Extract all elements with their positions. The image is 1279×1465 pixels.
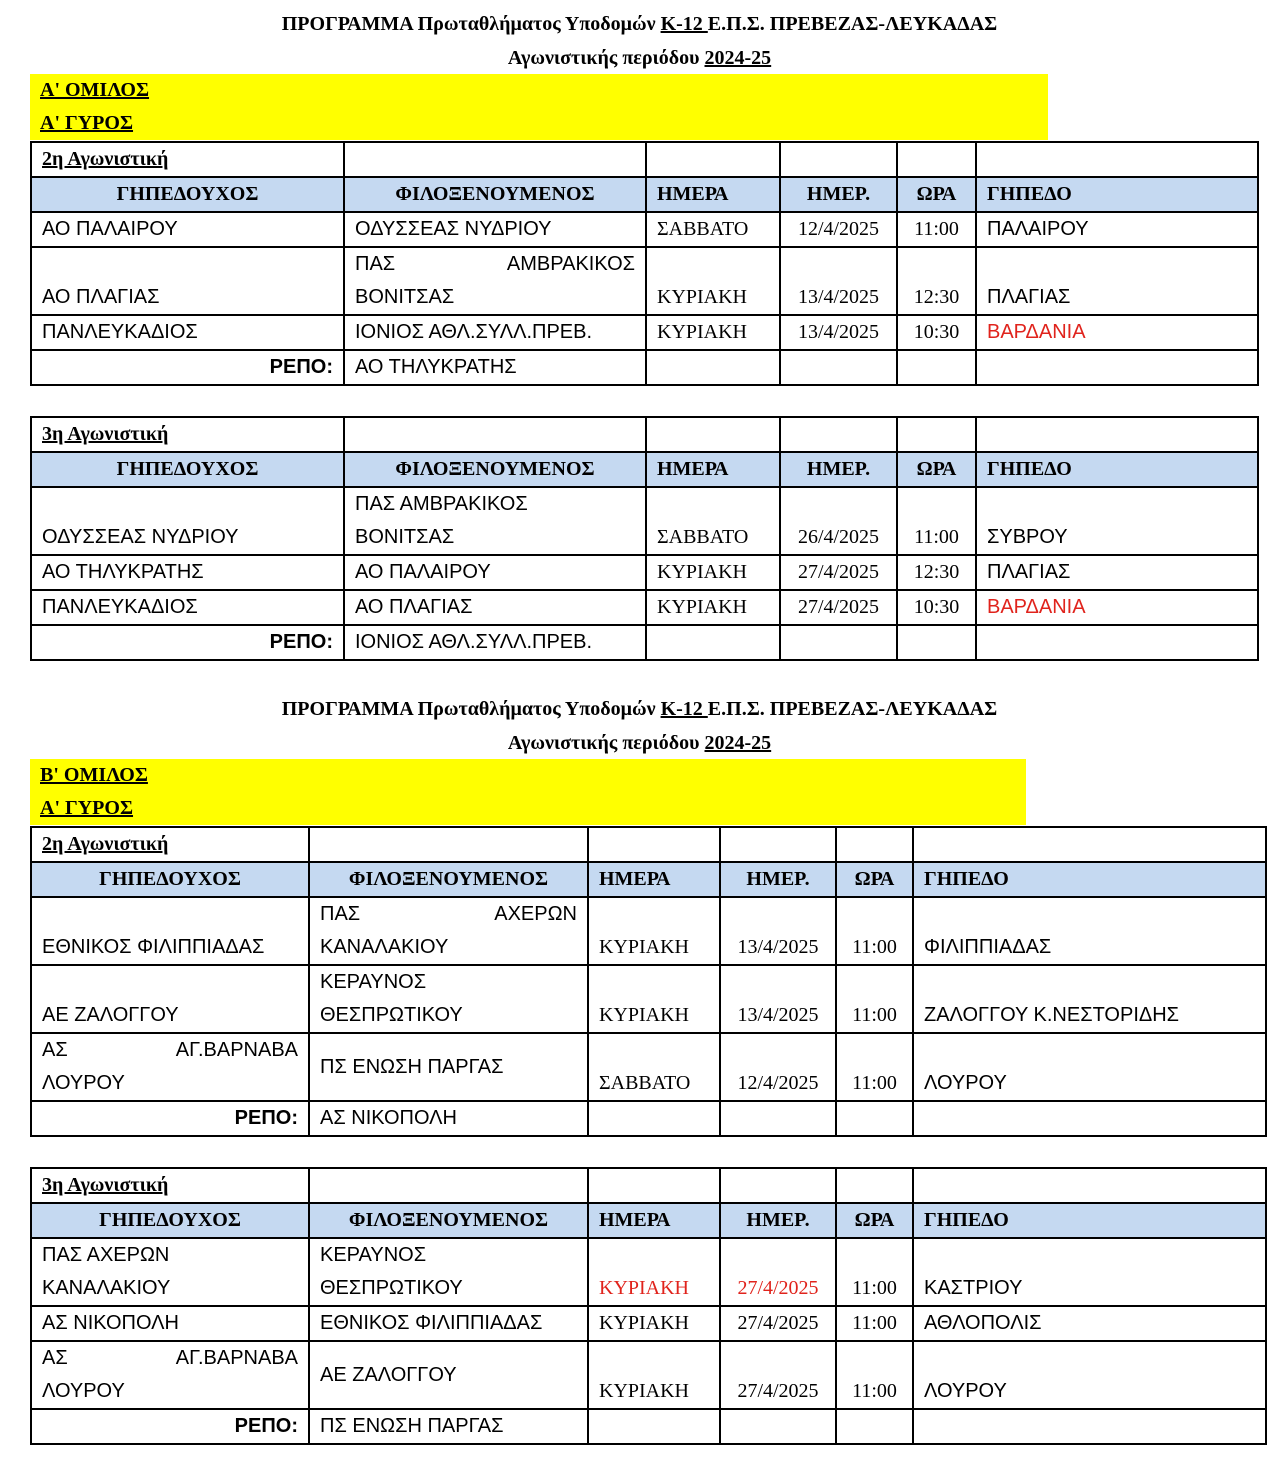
home-team: ΑΟ ΠΛΑΓΙΑΣ	[31, 247, 344, 315]
match-time: 11:00	[897, 487, 976, 555]
table-row	[31, 487, 1258, 555]
home-team	[31, 1033, 309, 1101]
match-day: ΚΥΡΙΑΚΗ	[646, 315, 780, 350]
guest-team-part: ΒΟΝΙΤΣΑΣ	[355, 526, 455, 548]
col-home: ΓΗΠΕΔΟΥΧΟΣ	[31, 177, 344, 212]
col-day: ΗΜΕΡΑ	[646, 452, 780, 487]
col-guest: ΦΙΛΟΞΕΝΟΥΜΕΝΟΣ	[344, 177, 646, 212]
table-row	[31, 965, 1266, 1033]
match-date: 12/4/2025	[720, 1033, 836, 1101]
repo-row	[31, 625, 1258, 660]
guest-team-part: ΚΕΡΑΥΝΟΣ	[320, 1244, 427, 1266]
match-day: ΚΥΡΙΑΚΗ	[588, 1306, 720, 1341]
title-text: ΠΡΟΓΡΑΜΜΑ Πρωταθλήματος Υποδομών	[281, 13, 661, 35]
guest-team	[344, 247, 646, 315]
group-label: Β' ΟΜΙΛΟΣ	[40, 764, 148, 786]
guest-team	[309, 965, 588, 1033]
table-row	[31, 1033, 1266, 1101]
home-team-part: ΠΑΣ ΑΧΕΡΩΝ	[42, 1244, 170, 1266]
col-field: ΓΗΠΕΔΟ	[976, 452, 1258, 487]
col-date: ΗΜΕΡ.	[780, 452, 897, 487]
match-date: 13/4/2025	[780, 247, 897, 315]
match-date: 27/4/2025	[720, 1238, 836, 1306]
repo-team: ΠΣ ΕΝΩΣΗ ΠΑΡΓΑΣ	[309, 1409, 588, 1444]
col-time: ΩΡΑ	[897, 452, 976, 487]
col-date: ΗΜΕΡ.	[720, 1203, 836, 1238]
col-guest: ΦΙΛΟΞΕΝΟΥΜΕΝΟΣ	[309, 862, 588, 897]
title-federation: Ε.Π.Σ. ΠΡΕΒΕΖΑΣ-ΛΕΥΚΑΔΑΣ	[707, 698, 998, 720]
guest-team: ΟΔΥΣΣΕΑΣ ΝΥΔΡΙΟΥ	[344, 212, 646, 247]
repo-label: ΡΕΠΟ:	[31, 625, 344, 660]
col-field: ΓΗΠΕΔΟ	[976, 177, 1258, 212]
match-day: ΣΑΒΒΑΤΟ	[588, 1033, 720, 1101]
guest-team-part: ΠΑΣ	[320, 903, 361, 925]
match-time: 10:30	[897, 590, 976, 625]
guest-team: ΙΟΝΙΟΣ ΑΘΛ.ΣΥΛΛ.ΠΡΕΒ.	[344, 315, 646, 350]
match-day: ΚΥΡΙΑΚΗ	[646, 555, 780, 590]
home-team-part: ΑΣ	[42, 1039, 68, 1061]
table-row	[31, 1306, 1266, 1341]
match-field: ΠΑΛΑΙΡΟΥ	[976, 212, 1258, 247]
match-day: ΚΥΡΙΑΚΗ	[588, 1238, 720, 1306]
guest-team: ΕΘΝΙΚΟΣ ΦΙΛΙΠΠΙΑΔΑΣ	[309, 1306, 588, 1341]
match-date: 13/4/2025	[720, 897, 836, 965]
guest-team-part: ΘΕΣΠΡΩΤΙΚΟΥ	[320, 1004, 463, 1026]
match-time: 11:00	[836, 897, 913, 965]
guest-team: ΑΟ ΠΑΛΑΙΡΟΥ	[344, 555, 646, 590]
table-row	[31, 212, 1258, 247]
repo-label: ΡΕΠΟ:	[31, 1409, 309, 1444]
section-b-season	[0, 726, 1279, 760]
col-home: ΓΗΠΕΔΟΥΧΟΣ	[31, 862, 309, 897]
table-row	[31, 590, 1258, 625]
col-guest: ΦΙΛΟΞΕΝΟΥΜΕΝΟΣ	[344, 452, 646, 487]
guest-team-part: ΠΑΣ	[355, 253, 396, 275]
match-time: 11:00	[836, 1341, 913, 1409]
header-row	[31, 1203, 1266, 1238]
col-day: ΗΜΕΡΑ	[588, 862, 720, 897]
home-team: ΠΑΝΛΕΥΚΑΔΙΟΣ	[31, 590, 344, 625]
season-value: 2024-25	[704, 732, 772, 754]
home-team: ΠΑΝΛΕΥΚΑΔΙΟΣ	[31, 315, 344, 350]
season-value: 2024-25	[704, 47, 772, 69]
match-field: ΛΟΥΡΟΥ	[913, 1341, 1266, 1409]
group-label: Α' ΟΜΙΛΟΣ	[40, 79, 150, 101]
repo-team: ΑΣ ΝΙΚΟΠΟΛΗ	[309, 1101, 588, 1136]
home-team: ΑΟ ΠΑΛΑΙΡΟΥ	[31, 212, 344, 247]
schedule-table-b-md3	[30, 1167, 1267, 1445]
repo-team: ΑΟ ΤΗΛΥΚΡΑΤΗΣ	[344, 350, 646, 385]
header-row	[31, 177, 1258, 212]
match-day: ΚΥΡΙΑΚΗ	[588, 965, 720, 1033]
title-category: Κ-12	[660, 698, 708, 720]
home-team-part: ΛΟΥΡΟΥ	[42, 1380, 125, 1402]
header-row	[31, 862, 1266, 897]
guest-team-part: ΑΜΒΡΑΚΙΚΟΣ	[506, 253, 635, 275]
guest-team-part: ΚΕΡΑΥΝΟΣ	[320, 971, 427, 993]
matchday-label: 2η Αγωνιστική	[42, 833, 169, 855]
schedule-table-b-md2	[30, 826, 1267, 1137]
home-team-part: ΛΟΥΡΟΥ	[42, 1072, 125, 1094]
match-field: ΚΑΣΤΡΙΟΥ	[913, 1238, 1266, 1306]
col-date: ΗΜΕΡ.	[720, 862, 836, 897]
match-time: 12:30	[897, 247, 976, 315]
repo-row	[31, 350, 1258, 385]
match-field: ΒΑΡΔΑΝΙΑ	[976, 315, 1258, 350]
match-day: ΚΥΡΙΑΚΗ	[646, 590, 780, 625]
home-team	[31, 1341, 309, 1409]
header-row	[31, 452, 1258, 487]
match-day: ΚΥΡΙΑΚΗ	[646, 247, 780, 315]
title-federation: Ε.Π.Σ. ΠΡΕΒΕΖΑΣ-ΛΕΥΚΑΔΑΣ	[707, 13, 998, 35]
home-team: ΑΣ ΝΙΚΟΠΟΛΗ	[31, 1306, 309, 1341]
match-field: ΖΑΛΟΓΓΟΥ Κ.ΝΕΣΤΟΡΙΔΗΣ	[913, 965, 1266, 1033]
schedule-table-a-md2	[30, 141, 1259, 386]
title-category: Κ-12	[660, 13, 708, 35]
match-time: 11:00	[836, 1238, 913, 1306]
section-a-season	[0, 41, 1279, 75]
match-day: ΣΑΒΒΑΤΟ	[646, 487, 780, 555]
repo-row	[31, 1409, 1266, 1444]
col-day: ΗΜΕΡΑ	[646, 177, 780, 212]
col-home: ΓΗΠΕΔΟΥΧΟΣ	[31, 1203, 309, 1238]
match-time: 11:00	[897, 212, 976, 247]
matchday-label: 3η Αγωνιστική	[42, 423, 169, 445]
home-team: ΑΕ ΖΑΛΟΓΓΟΥ	[31, 965, 309, 1033]
match-date: 12/4/2025	[780, 212, 897, 247]
match-date: 27/4/2025	[720, 1341, 836, 1409]
matchday-label: 2η Αγωνιστική	[42, 148, 169, 170]
repo-row	[31, 1101, 1266, 1136]
match-date: 27/4/2025	[780, 555, 897, 590]
col-date: ΗΜΕΡ.	[780, 177, 897, 212]
repo-team: ΙΟΝΙΟΣ ΑΘΛ.ΣΥΛΛ.ΠΡΕΒ.	[344, 625, 646, 660]
match-field: ΒΑΡΔΑΝΙΑ	[976, 590, 1258, 625]
table-row	[31, 897, 1266, 965]
match-date: 13/4/2025	[780, 315, 897, 350]
match-field: ΛΟΥΡΟΥ	[913, 1033, 1266, 1101]
match-field: ΠΛΑΓΙΑΣ	[976, 247, 1258, 315]
repo-label: ΡΕΠΟ:	[31, 350, 344, 385]
match-day: ΣΑΒΒΑΤΟ	[646, 212, 780, 247]
match-time: 11:00	[836, 1033, 913, 1101]
col-time: ΩΡΑ	[897, 177, 976, 212]
home-team-part: ΑΣ	[42, 1347, 68, 1369]
repo-label: ΡΕΠΟ:	[31, 1101, 309, 1136]
guest-team: ΠΣ ΕΝΩΣΗ ΠΑΡΓΑΣ	[309, 1033, 588, 1101]
title-text: ΠΡΟΓΡΑΜΜΑ Πρωταθλήματος Υποδομών	[281, 698, 661, 720]
table-row	[31, 315, 1258, 350]
match-field: ΦΙΛΙΠΠΙΑΔΑΣ	[913, 897, 1266, 965]
home-team: ΑΟ ΤΗΛΥΚΡΑΤΗΣ	[31, 555, 344, 590]
home-team-part: ΑΓ.ΒΑΡΝΑΒΑ	[175, 1039, 298, 1061]
match-date: 26/4/2025	[780, 487, 897, 555]
section-a-title	[0, 7, 1279, 41]
guest-team-part: ΑΧΕΡΩΝ	[494, 903, 577, 925]
home-team-part: ΚΑΝΑΛΑΚΙΟΥ	[42, 1277, 171, 1299]
col-field: ΓΗΠΕΔΟ	[913, 1203, 1266, 1238]
guest-team	[309, 897, 588, 965]
home-team: ΕΘΝΙΚΟΣ ΦΙΛΙΠΠΙΑΔΑΣ	[31, 897, 309, 965]
match-field: ΠΛΑΓΙΑΣ	[976, 555, 1258, 590]
match-date: 13/4/2025	[720, 965, 836, 1033]
group-b-banner	[30, 759, 1026, 825]
guest-team: ΑΟ ΠΛΑΓΙΑΣ	[344, 590, 646, 625]
schedule-table-a-md3	[30, 416, 1259, 661]
table-row	[31, 1341, 1266, 1409]
home-team-part: ΑΓ.ΒΑΡΝΑΒΑ	[175, 1347, 298, 1369]
col-time: ΩΡΑ	[836, 1203, 913, 1238]
season-label: Αγωνιστικής περιόδου	[507, 732, 705, 754]
section-b-title	[0, 692, 1279, 726]
match-time: 10:30	[897, 315, 976, 350]
round-label: Α' ΓΥΡΟΣ	[40, 112, 134, 134]
guest-team-part: ΚΑΝΑΛΑΚΙΟΥ	[320, 936, 449, 958]
table-row	[31, 1238, 1266, 1306]
guest-team-part: ΘΕΣΠΡΩΤΙΚΟΥ	[320, 1277, 463, 1299]
guest-team	[344, 487, 646, 555]
table-row	[31, 555, 1258, 590]
guest-team-part: ΒΟΝΙΤΣΑΣ	[355, 286, 455, 308]
guest-team-part: ΠΑΣ ΑΜΒΡΑΚΙΚΟΣ	[355, 493, 528, 515]
home-team	[31, 1238, 309, 1306]
matchday-label: 3η Αγωνιστική	[42, 1174, 169, 1196]
match-field: ΣΥΒΡΟΥ	[976, 487, 1258, 555]
home-team: ΟΔΥΣΣΕΑΣ ΝΥΔΡΙΟΥ	[31, 487, 344, 555]
guest-team: ΑΕ ΖΑΛΟΓΓΟΥ	[309, 1341, 588, 1409]
match-time: 11:00	[836, 965, 913, 1033]
match-date: 27/4/2025	[720, 1306, 836, 1341]
col-day: ΗΜΕΡΑ	[588, 1203, 720, 1238]
col-guest: ΦΙΛΟΞΕΝΟΥΜΕΝΟΣ	[309, 1203, 588, 1238]
guest-team	[309, 1238, 588, 1306]
col-time: ΩΡΑ	[836, 862, 913, 897]
match-day: ΚΥΡΙΑΚΗ	[588, 897, 720, 965]
col-field: ΓΗΠΕΔΟ	[913, 862, 1266, 897]
table-row	[31, 247, 1258, 315]
match-day: ΚΥΡΙΑΚΗ	[588, 1341, 720, 1409]
round-label: Α' ΓΥΡΟΣ	[40, 797, 134, 819]
match-field: ΑΘΛΟΠΟΛΙΣ	[913, 1306, 1266, 1341]
season-label: Αγωνιστικής περιόδου	[507, 47, 705, 69]
match-time: 11:00	[836, 1306, 913, 1341]
group-a-banner	[30, 74, 1048, 140]
match-time: 12:30	[897, 555, 976, 590]
match-date: 27/4/2025	[780, 590, 897, 625]
col-home: ΓΗΠΕΔΟΥΧΟΣ	[31, 452, 344, 487]
